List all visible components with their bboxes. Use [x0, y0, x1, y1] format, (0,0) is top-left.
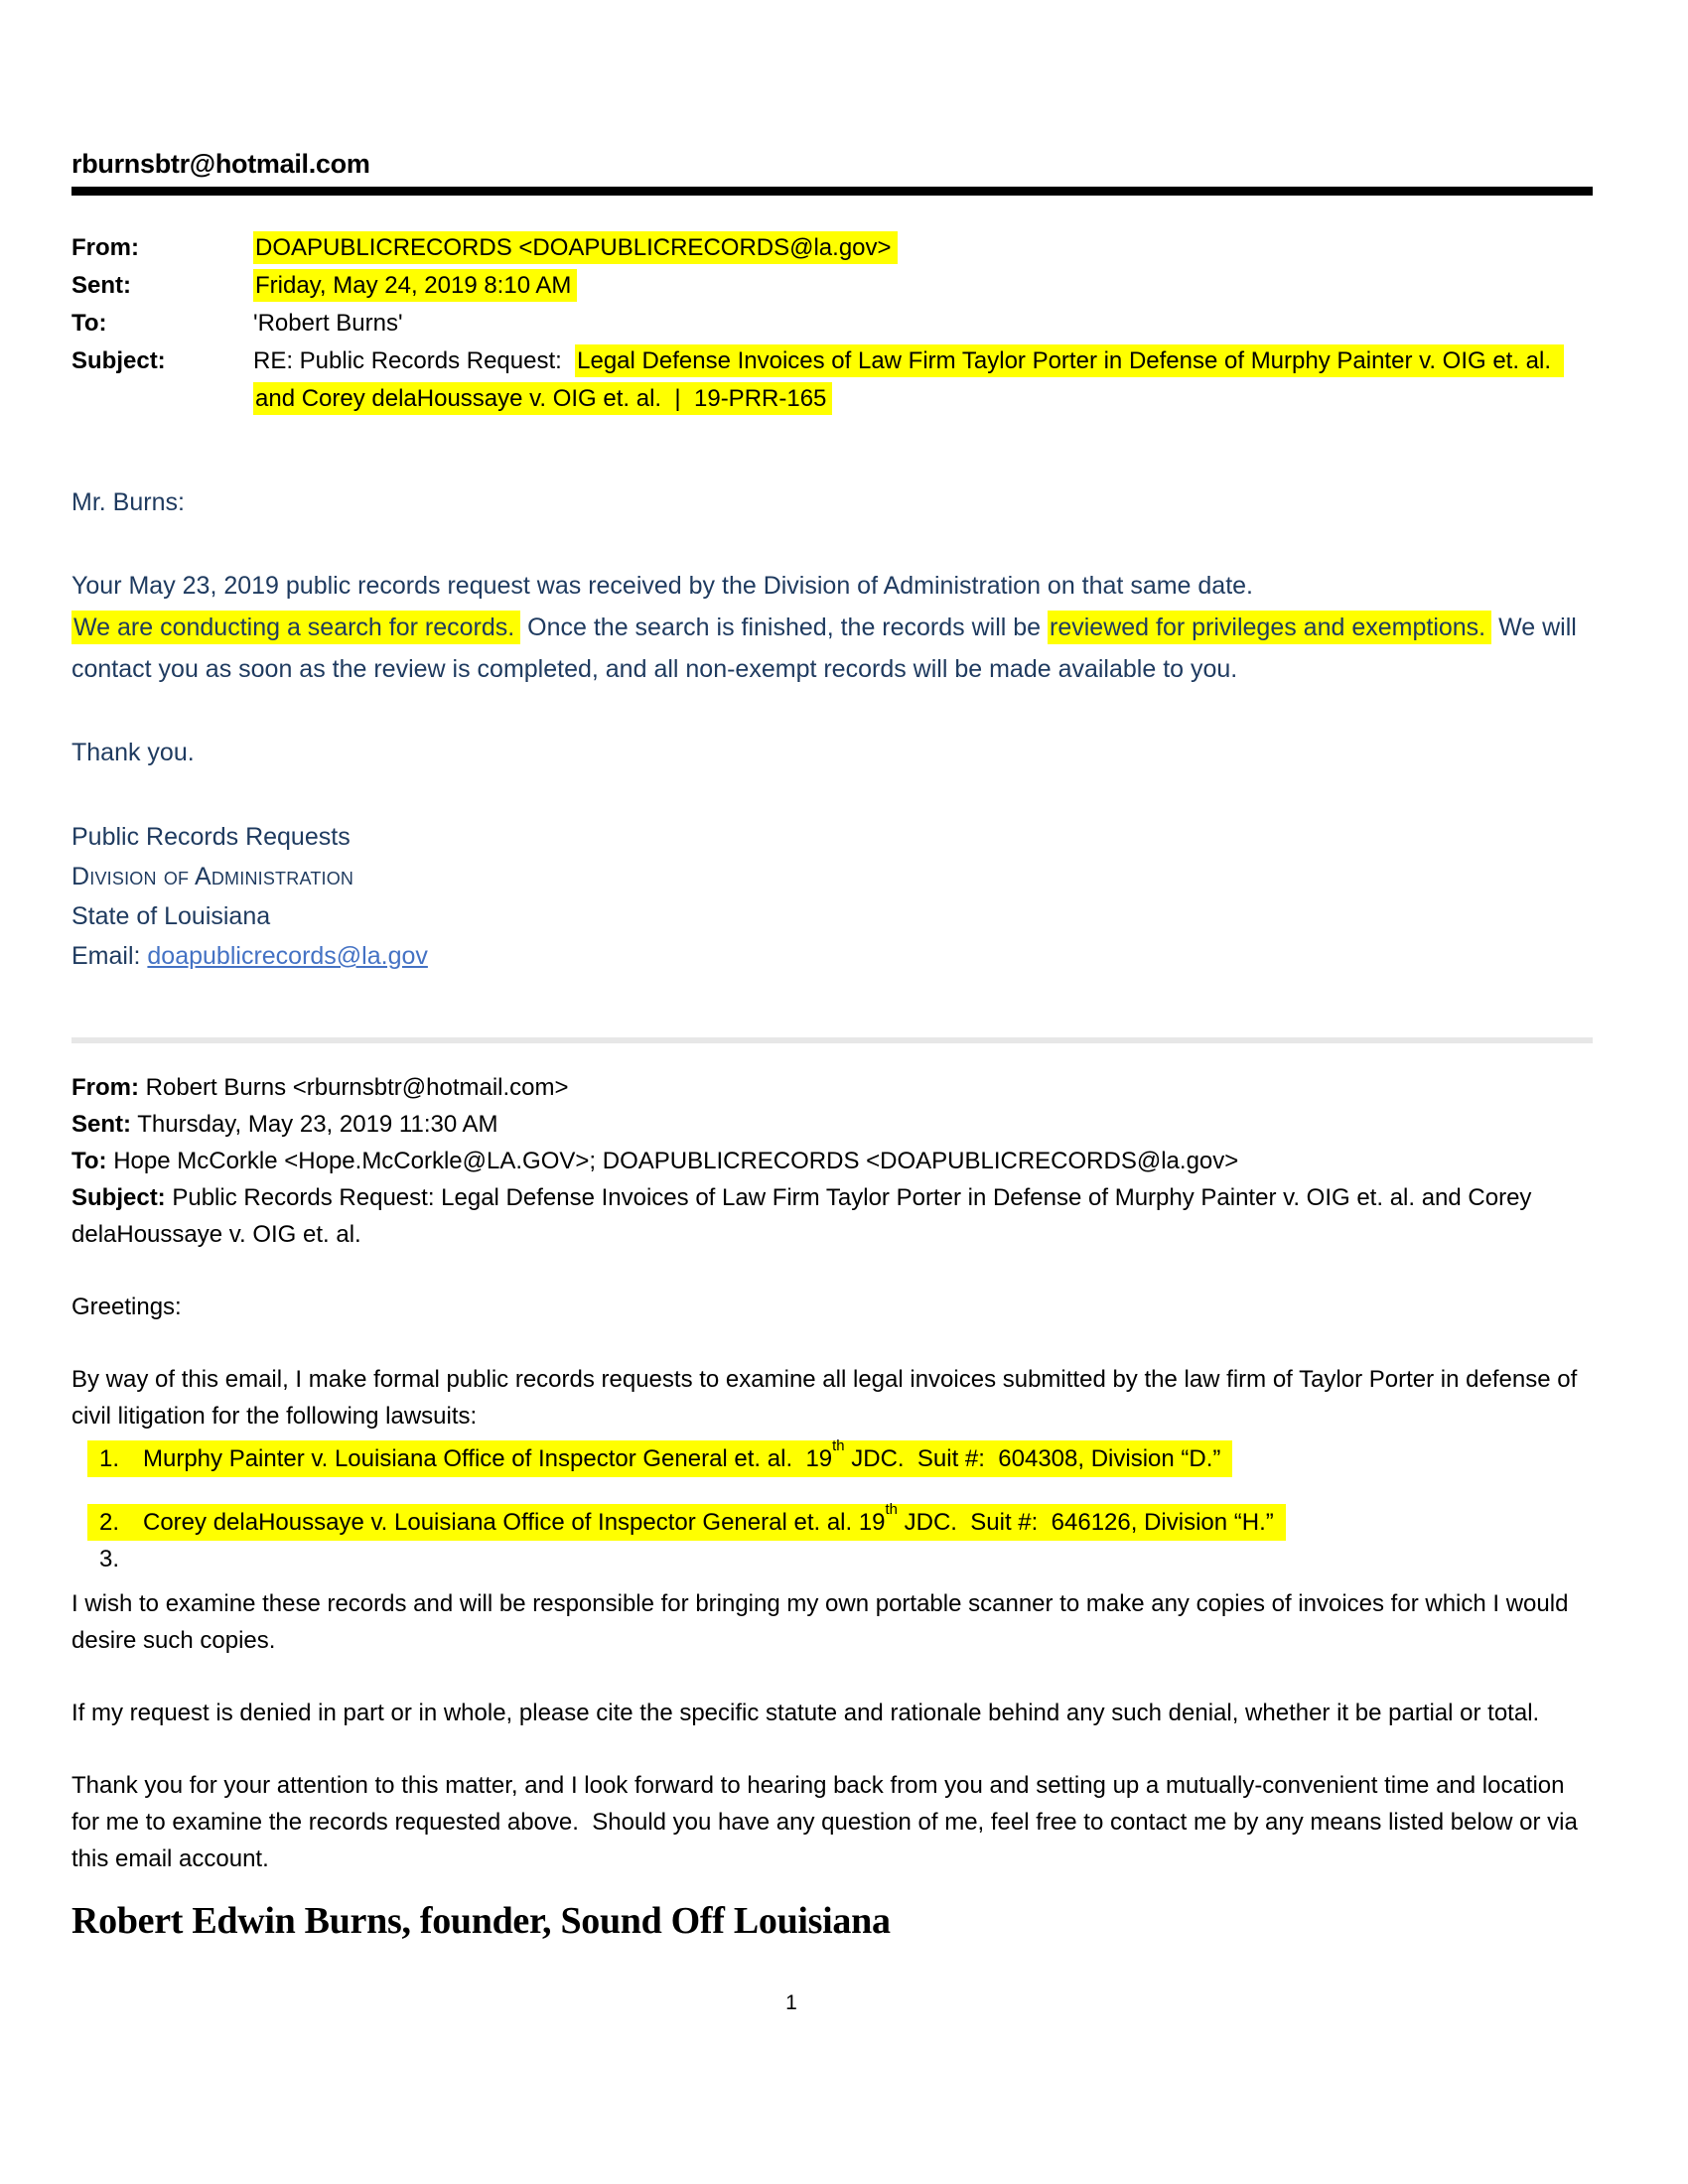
- lawsuit-item-3: [71, 1541, 1597, 1577]
- to-label: To:: [71, 310, 107, 337]
- thank-you-line: Thank you.: [71, 739, 195, 766]
- signature-division: Division of Administration: [71, 863, 354, 890]
- subject-value: [253, 342, 1597, 418]
- lawsuit-2-ordinal: th: [885, 1501, 898, 1518]
- orig-from-value: Robert Burns <rburnsbtr@hotmail.com>: [139, 1074, 569, 1101]
- email-separator: [71, 1037, 1593, 1043]
- lawsuit-2-text-end: JDC. Suit #: 646126, Division “H.”: [897, 1509, 1274, 1536]
- account-email-header: rburnsbtr@hotmail.com: [71, 149, 370, 179]
- header-row-to: [71, 305, 1597, 342]
- lawsuit-1-text-end: JDC. Suit #: 604308, Division “D.”: [844, 1445, 1221, 1472]
- denial-paragraph: If my request is denied in part or in whole, please cite the specific statute and rationale behind any such denial, whether it be partial or total.: [71, 1700, 1540, 1726]
- sender-signature-block: [71, 817, 1597, 976]
- header-row-sent: [71, 267, 1597, 305]
- orig-subject-value: Public Records Request: Legal Defense Invoices of Law Firm Taylor Porter in Defense of Murphy Painter v. OIG et. al. and Corey delaHoussaye v. OIG et. al.: [71, 1184, 1539, 1248]
- reply-paragraph-end: We will contact you as soon as the review is completed, and all non-exempt records will be made available to you.: [71, 614, 1584, 683]
- intro-paragraph: By way of this email, I make formal public records requests to examine all legal invoices submitted by the law firm of Taylor Porter in defense of civil litigation for the following lawsuits:: [71, 1366, 1584, 1430]
- orig-header-from: [71, 1069, 1597, 1106]
- orig-from-label: From:: [71, 1074, 139, 1101]
- signature-email-line: [71, 936, 1597, 976]
- greeting: Greetings:: [71, 1294, 182, 1320]
- sent-value-highlight: Friday, May 24, 2019 8:10 AM: [253, 269, 577, 302]
- signature-email-label: Email:: [71, 942, 148, 970]
- orig-to-label: To:: [71, 1148, 107, 1174]
- reply-paragraph: [71, 565, 1597, 690]
- subject-label: Subject:: [71, 347, 166, 374]
- lawsuit-1-ordinal: th: [832, 1437, 845, 1454]
- signature-org: Public Records Requests: [71, 823, 351, 851]
- lawsuit-1-number: 1.: [99, 1445, 120, 1472]
- lawsuit-1-text: Murphy Painter v. Louisiana Office of Inspector General et. al. 19: [143, 1445, 833, 1472]
- salutation: Mr. Burns:: [71, 488, 185, 516]
- highlight-privileges-exemptions: reviewed for privileges and exemptions.: [1048, 611, 1491, 644]
- original-email: [71, 1069, 1597, 1940]
- lawsuit-item-2: [71, 1501, 1597, 1541]
- subject-prefix: RE: Public Records Request:: [253, 347, 576, 374]
- lawsuit-2-text: Corey delaHoussaye v. Louisiana Office of Inspector General et. al. 19: [143, 1509, 886, 1536]
- subject-highlight: Legal Defense Invoices of Law Firm Taylor Porter in Defense of Murphy Painter v. OIG et. al. and Corey delaHoussaye v. OIG et. al. | 19-PRR-165: [253, 344, 1564, 415]
- lawsuit-1-highlight: [87, 1437, 1232, 1477]
- reply-paragraph-mid: Once the search is finished, the records will be: [520, 614, 1049, 641]
- sent-value: [253, 267, 1597, 305]
- page-number: 1: [785, 1991, 797, 2014]
- orig-sent-value: Thursday, May 23, 2019 11:30 AM: [131, 1111, 498, 1138]
- reply-paragraph-line1: Your May 23, 2019 public records request was received by the Division of Administration on that same date.: [71, 572, 1254, 600]
- orig-header-sent: [71, 1106, 1597, 1143]
- header-rule: [71, 187, 1593, 196]
- author-signature: Robert Edwin Burns, founder, Sound Off Louisiana: [71, 1900, 891, 1942]
- highlight-conducting-search: We are conducting a search for records.: [71, 611, 520, 644]
- header-row-subject: [71, 342, 1597, 418]
- signature-email-link[interactable]: doapublicrecords@la.gov: [147, 942, 428, 970]
- to-value: 'Robert Burns': [253, 310, 403, 337]
- sent-label: Sent:: [71, 272, 131, 299]
- header-row-from: [71, 229, 1597, 267]
- from-label: From:: [71, 234, 139, 261]
- lawsuit-2-highlight: [87, 1501, 1286, 1541]
- reply-paragraph-rest: [71, 607, 1597, 690]
- from-value: [253, 229, 1597, 267]
- orig-header-subject: [71, 1179, 1597, 1253]
- lawsuit-2-number: 2.: [99, 1509, 120, 1536]
- closing-paragraph: Thank you for your attention to this matter, and I look forward to hearing back from you and setting up a mutually-convenient time and location for me to examine the records requested above. Should you have any question of me, feel free to contact me by any means listed below or via this email account.: [71, 1772, 1585, 1872]
- lawsuit-item-1: [71, 1437, 1597, 1477]
- orig-header-to: [71, 1143, 1597, 1179]
- orig-subject-label: Subject:: [71, 1184, 166, 1211]
- orig-sent-label: Sent:: [71, 1111, 131, 1138]
- reply-email-header-block: [71, 229, 1597, 418]
- orig-to-value: Hope McCorkle <Hope.McCorkle@LA.GOV>; DOAPUBLICRECORDS <DOAPUBLICRECORDS@la.gov>: [106, 1148, 1239, 1174]
- reply-email-body: [71, 481, 1597, 976]
- lawsuit-3-number: 3.: [99, 1546, 120, 1572]
- signature-state: State of Louisiana: [71, 902, 271, 930]
- from-value-highlight: DOAPUBLICRECORDS <DOAPUBLICRECORDS@la.gov>: [253, 231, 898, 264]
- examine-paragraph: I wish to examine these records and will be responsible for bringing my own portable scanner to make any copies of invoices for which I would desire such copies.: [71, 1590, 1576, 1654]
- lawsuit-list: [71, 1437, 1597, 1577]
